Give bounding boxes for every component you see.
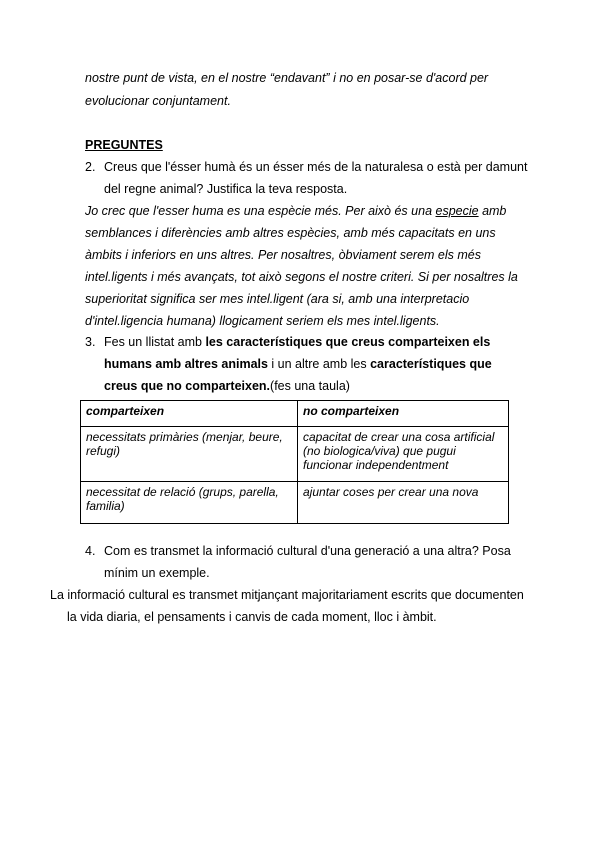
section-heading: PREGUNTES [85, 138, 163, 152]
answer-2-line-4: intel.ligents i més avançats, tot això segons el nostre criteri. Si per nosaltres la [85, 270, 518, 284]
answer-2-line-1-end: amb [478, 204, 507, 218]
table-row [81, 427, 509, 482]
question-3-bold-text-4: creus que no comparteixen. [104, 379, 271, 393]
question-4-number: 4. [85, 544, 96, 558]
table-header-shared: comparteixen [81, 401, 298, 427]
question-3-line-2 [104, 356, 492, 372]
table-cell: necessitats primàries (menjar, beure, refugi) [81, 427, 298, 482]
question-3-line-3 [104, 378, 350, 394]
intro-line-2: evolucionar conjuntament. [85, 94, 231, 108]
table-header-not-shared: no comparteixen [298, 401, 509, 427]
answer-4-line-2: la vida diaria, el pensaments i canvis de cada moment, lloc i àmbit. [67, 610, 437, 624]
question-3-number: 3. [85, 335, 96, 349]
question-3-bold-text-2: humans amb altres animals [104, 357, 268, 371]
answer-2-line-6: d'intel.ligencia humana) llogicament seriem els mes intel.ligents. [85, 314, 440, 328]
table-cell: necessitat de relació (grups, parella, familia) [81, 482, 298, 524]
question-4-line-2: mínim un exemple. [104, 566, 210, 580]
answer-4-line-1: La informació cultural es transmet mitjançant majoritariament escrits que documenten [50, 588, 524, 602]
question-3-line-1 [104, 334, 490, 350]
answer-2-line-5: superioritat significa ser mes intel.ligent (ara si, amb una interpretacio [85, 292, 470, 306]
answer-2-underlined-word: especie [435, 204, 479, 218]
answer-2-line-1 [85, 203, 506, 219]
question-3-text-3: (fes una taula) [270, 379, 350, 393]
table-header-row [81, 401, 509, 427]
question-3-bold-text: les característiques que creus comparteixen els [205, 335, 491, 349]
table-cell: ajuntar coses per crear una nova [298, 482, 509, 524]
answer-2-line-2: semblances i diferències amb altres espècies, amb més capacitats en uns [85, 226, 496, 240]
question-2-line-1: Creus que l'ésser humà és un ésser més de la naturalesa o està per damunt [104, 160, 528, 174]
intro-line-1: nostre punt de vista, en el nostre “endavant” i no en posar-se d'acord per [85, 71, 489, 85]
question-2-number: 2. [85, 160, 96, 174]
question-3-bold-text-3: característiques que [370, 357, 492, 371]
answer-2-line-3: àmbits i inferiors en uns altres. Per nosaltres, òbviament serem els més [85, 248, 481, 262]
question-3-text-2: i un altre amb les [267, 357, 371, 371]
table-cell: capacitat de crear una cosa artificial (no biologica/viva) que pugui funcionar independentment [298, 427, 509, 482]
question-3-text: Fes un llistat amb [104, 335, 206, 349]
question-2-line-2: del regne animal? Justifica la teva resposta. [104, 182, 348, 196]
comparison-table [80, 400, 509, 524]
answer-2-line-1-start: Jo crec que l'esser huma es una espècie més. Per això és una [85, 204, 436, 218]
question-4-line-1: Com es transmet la informació cultural d'una generació a una altra? Posa [104, 544, 511, 558]
table-row [81, 482, 509, 524]
